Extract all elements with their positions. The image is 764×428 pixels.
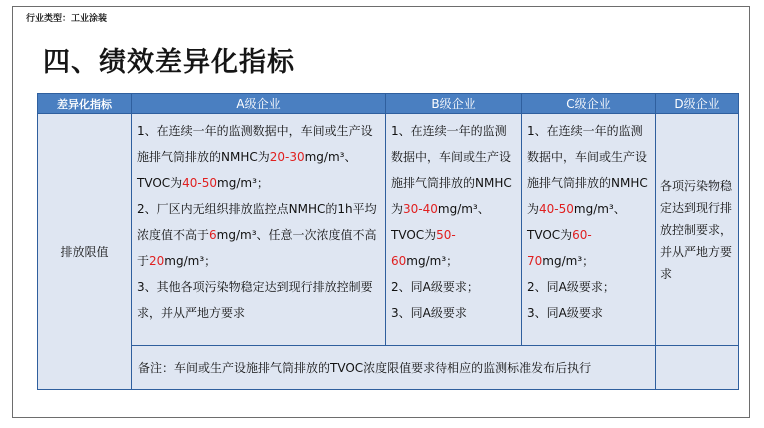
table-row-emission-limits — [38, 114, 739, 346]
requirement-text: mg/m³； — [542, 254, 595, 268]
requirement-text: mg/m³、TVOC为 — [527, 202, 626, 242]
requirement-text: 3、其他各项污染物稳定达到现行排放控制要求，并从严地方要求 — [137, 280, 373, 320]
requirement-item — [527, 118, 650, 274]
requirement-text: 3、同A级要求 — [391, 306, 467, 320]
requirement-text: mg/m³； — [406, 254, 459, 268]
row-header-emission-limits: 排放限值 — [38, 114, 132, 390]
note-text: 备注：车间或生产设施排气筒排放的TVOC浓度限值要求待相应的监测标准发布后执行 — [132, 346, 656, 390]
requirement-text: mg/m³、任意一次浓度值不高于 — [137, 228, 377, 268]
grade-a-requirements — [137, 118, 380, 326]
requirement-item — [391, 118, 516, 274]
limit-value: 30-40 — [403, 202, 438, 216]
table-header-row — [38, 94, 739, 114]
requirement-item — [527, 274, 650, 300]
cell-grade-c — [522, 114, 656, 346]
requirement-text: mg/m³、TVOC为 — [137, 150, 357, 190]
requirement-text: 2、厂区内无组织排放监控点NMHC的1h平均浓度值不高于 — [137, 202, 377, 242]
requirement-item — [391, 274, 516, 300]
industry-type-label: 行业类型：工业涂装 — [26, 14, 108, 24]
requirement-item — [137, 274, 380, 326]
note-empty-cell — [656, 346, 739, 390]
requirement-item — [391, 300, 516, 326]
limit-value: 20 — [149, 254, 165, 268]
grade-c-requirements — [527, 118, 650, 326]
column-header-d: D级企业 — [656, 94, 739, 114]
limit-value: 50-60 — [391, 228, 456, 268]
column-header-a: A级企业 — [132, 94, 386, 114]
limit-value: 20-30 — [269, 150, 305, 164]
requirement-item — [137, 118, 380, 196]
cell-grade-d: 各项污染物稳定达到现行排放控制要求，并从严地方要求 — [656, 114, 739, 346]
slide — [12, 6, 750, 418]
requirement-text: 1、在连续一年的监测数据中，车间或生产设施排气筒排放的NMHC为 — [137, 124, 373, 164]
requirement-text: mg/m³； — [164, 254, 217, 268]
table-row-note — [38, 346, 739, 390]
requirement-text: 1、在连续一年的监测数据中，车间或生产设施排气筒排放的NMHC为 — [527, 124, 648, 216]
cell-grade-a — [132, 114, 386, 346]
requirement-text: 2、同A级要求； — [391, 280, 479, 294]
cell-grade-b — [386, 114, 522, 346]
performance-table — [37, 93, 739, 390]
limit-value: 40-50 — [539, 202, 574, 216]
requirement-text: mg/m³、TVOC为 — [391, 202, 490, 242]
requirement-text: 1、在连续一年的监测数据中，车间或生产设施排气筒排放的NMHC为 — [391, 124, 512, 216]
page-title: 四、绩效差异化指标 — [43, 47, 295, 78]
column-header-c: C级企业 — [522, 94, 656, 114]
requirement-text: 2、同A级要求； — [527, 280, 615, 294]
requirement-text: mg/m³； — [217, 176, 269, 190]
limit-value: 6 — [209, 228, 217, 242]
column-header-indicator: 差异化指标 — [38, 94, 132, 114]
limit-value: 60-70 — [527, 228, 592, 268]
grade-b-requirements — [391, 118, 516, 326]
column-header-b: B级企业 — [386, 94, 522, 114]
limit-value: 40-50 — [182, 176, 218, 190]
requirement-item — [527, 300, 650, 326]
requirement-item — [137, 196, 380, 274]
requirement-text: 3、同A级要求 — [527, 306, 603, 320]
